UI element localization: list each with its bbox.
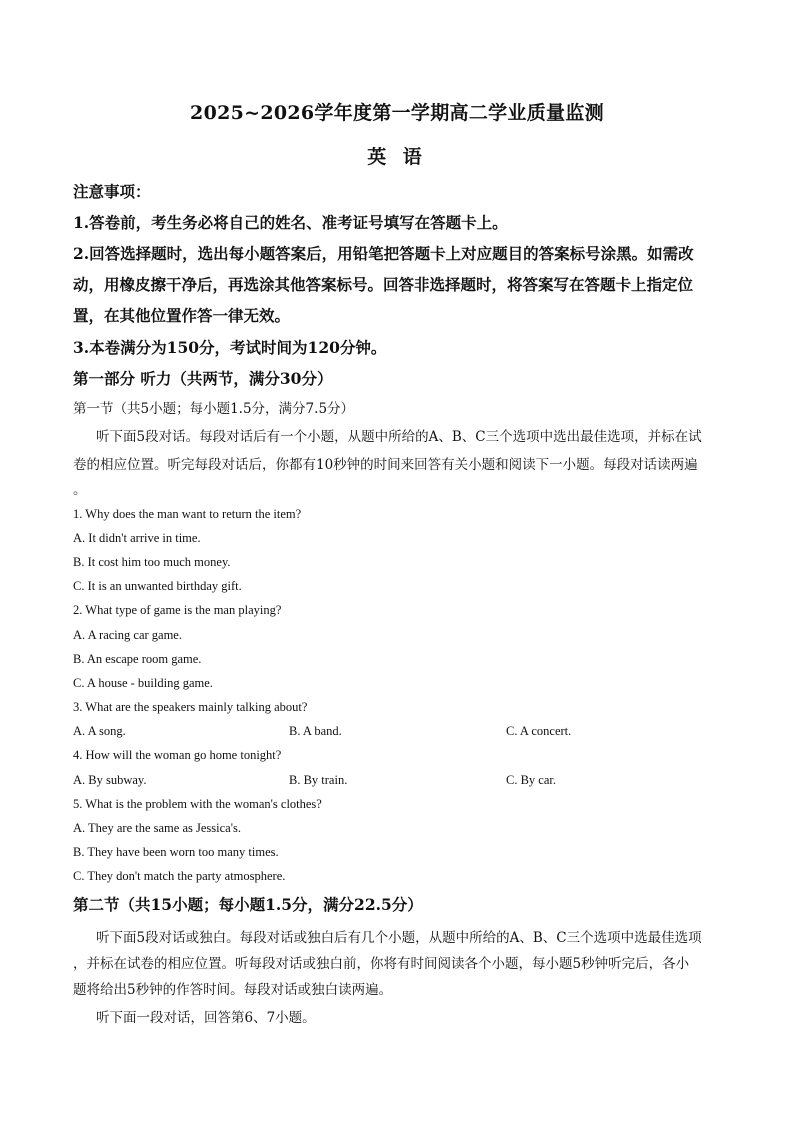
notice-item-2-line-1: 2.回答选择题时，选出每小题答案后，用铅笔把答题卡上对应题目的答案标号涂黑。如需改: [73, 244, 694, 263]
question-2-option-c: C. A house - building game.: [73, 676, 213, 690]
question-5-option-b: B. They have been worn too many times.: [73, 845, 279, 859]
section2-instructions-line-3: 题将给出5秒钟的作答时间。每段对话或独白读两遍。: [73, 982, 393, 998]
question-2-option-b: B. An escape room game.: [73, 652, 202, 666]
question-4-stem: 4. How will the woman go home tonight?: [73, 748, 282, 762]
section2-instructions-line-1: 听下面5段对话或独白。每段对话或独白后有几个小题，从题中所给的A、B、C三个选项中选最佳选项: [96, 930, 702, 946]
question-4-option-b: B. By train.: [289, 773, 348, 787]
notice-item-3: 3.本卷满分为150分，考试时间为120分钟。: [73, 338, 387, 357]
subject-title: 英 语: [367, 146, 427, 168]
exam-title: 2025~2026学年度第一学期高二学业质量监测: [190, 102, 604, 124]
question-2-option-a: A. A racing car game.: [73, 628, 182, 642]
section1-instructions-line-2: 卷的相应位置。听完每段对话后，你都有10秒钟的时间来回答有关小题和阅读下一小题。每段对话读两遍: [73, 457, 698, 473]
section2-heading: 第二节（共15小题；每小题1.5分，满分22.5分）: [73, 895, 423, 914]
question-1-option-a: A. It didn't arrive in time.: [73, 531, 201, 545]
notice-heading: 注意事项：: [73, 182, 151, 201]
question-1-stem: 1. Why does the man want to return the item?: [73, 507, 302, 521]
notice-item-1: 1.答卷前，考生务必将自己的姓名、准考证号填写在答题卡上。: [73, 213, 508, 232]
question-3-stem: 3. What are the speakers mainly talking about?: [73, 700, 308, 714]
section1-instructions-line-1: 听下面5段对话。每段对话后有一个小题，从题中所给的A、B、C三个选项中选出最佳选项，并标在试: [96, 429, 702, 445]
question-5-stem: 5. What is the problem with the woman's clothes?: [73, 797, 322, 811]
question-3-option-a: A. A song.: [73, 724, 126, 738]
question-5-option-a: A. They are the same as Jessica's.: [73, 821, 241, 835]
notice-item-2-line-3: 置，在其他位置作答一律无效。: [73, 306, 291, 325]
part1-heading: 第一部分 听力（共两节，满分30分）: [73, 369, 333, 388]
question-2-stem: 2. What type of game is the man playing?: [73, 603, 282, 617]
section2-lead: 听下面一段对话，回答第6、7小题。: [96, 1010, 316, 1026]
question-5-option-c: C. They don't match the party atmosphere.: [73, 869, 286, 883]
section1-heading: 第一节（共5小题；每小题1.5分，满分7.5分）: [73, 401, 355, 417]
notice-item-2-line-2: 动，用橡皮擦干净后，再选涂其他答案标号。回答非选择题时，将答案写在答题卡上指定位: [73, 275, 694, 294]
question-4-option-c: C. By car.: [506, 773, 556, 787]
section1-instructions-line-3: 。: [73, 482, 87, 498]
question-1-option-c: C. It is an unwanted birthday gift.: [73, 579, 242, 593]
question-3-option-c: C. A concert.: [506, 724, 572, 738]
section2-instructions-line-2: ，并标在试卷的相应位置。听每段对话或独白前，你将有时间阅读各个小题，每小题5秒钟听完后，各小: [73, 956, 690, 972]
question-4-option-a: A. By subway.: [73, 773, 147, 787]
question-3-option-b: B. A band.: [289, 724, 342, 738]
question-1-option-b: B. It cost him too much money.: [73, 555, 231, 569]
